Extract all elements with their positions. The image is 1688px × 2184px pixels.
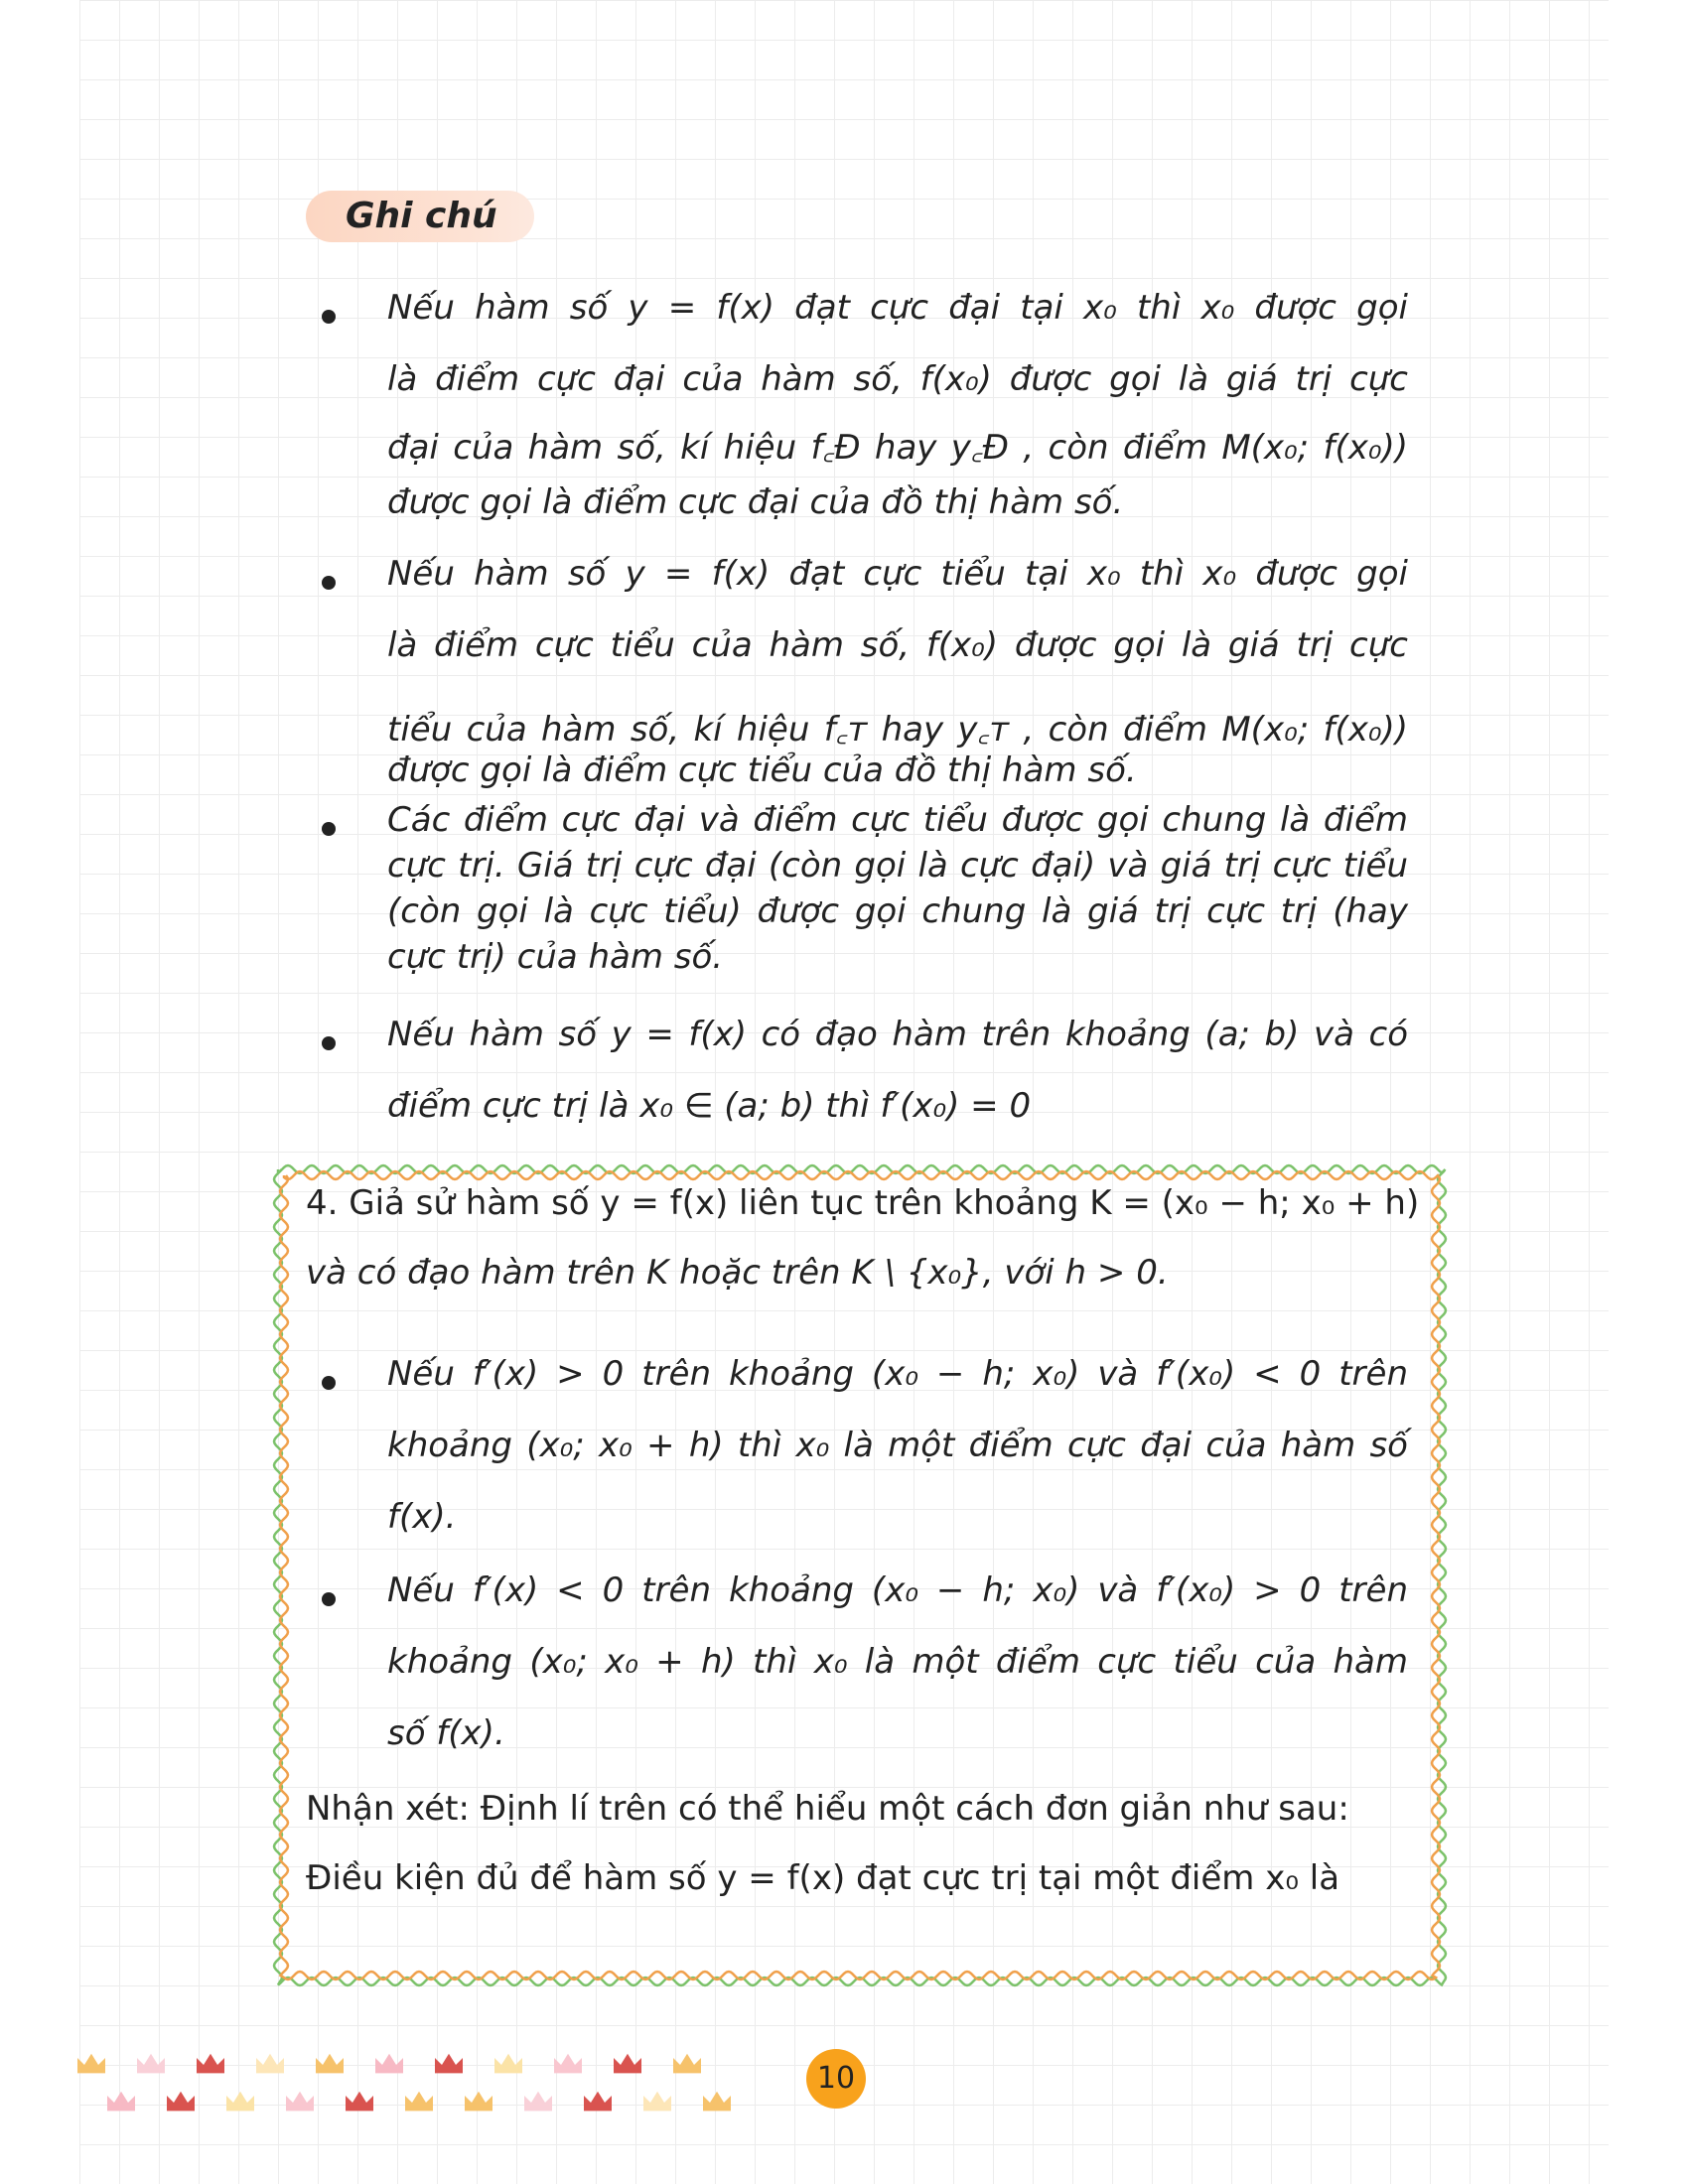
crown-icon <box>346 2092 373 2112</box>
crown-icon <box>375 2054 403 2074</box>
note-line: là điểm cực đại của hàm số, f(x₀) được gọi là giá trị cực <box>387 359 1408 399</box>
crown-icon <box>494 2054 522 2074</box>
theorem-line: khoảng (x₀; x₀ + h) thì x₀ là một điểm cực đại của hàm số <box>387 1426 1408 1465</box>
note-line: cực trị) của hàm số. <box>387 937 724 977</box>
crown-icon <box>554 2054 582 2074</box>
theorem-line: số f(x). <box>387 1713 505 1753</box>
note-line: Các điểm cực đại và điểm cực tiểu được gọi chung là điểm <box>387 800 1408 840</box>
theorem-intro-line: 4. Giả sử hàm số y = f(x) liên tục trên khoảng K = (x₀ − h; x₀ + h) <box>306 1183 1420 1223</box>
note-line: đại của hàm số, kí hiệu f꜀Đ hay y꜀Đ , còn điểm M(x₀; f(x₀)) <box>387 428 1408 468</box>
crown-decoration <box>70 2035 765 2134</box>
theorem-line: Nếu f′(x) > 0 trên khoảng (x₀ − h; x₀) và f′(x₀) < 0 trên <box>387 1354 1408 1394</box>
crown-icon <box>286 2092 314 2112</box>
theorem-line: f(x). <box>387 1497 457 1537</box>
note-line: là điểm cực tiểu của hàm số, f(x₀) được gọi là giá trị cực <box>387 625 1408 665</box>
note-line: (còn gọi là cực tiểu) được gọi chung là giá trị cực trị (hay <box>387 891 1408 931</box>
crown-icon <box>643 2092 671 2112</box>
theorem-line: khoảng (x₀; x₀ + h) thì x₀ là một điểm cực tiểu của hàm <box>387 1642 1408 1682</box>
bullet-icon <box>322 1036 336 1050</box>
crown-icon <box>524 2092 552 2112</box>
note-line: Nếu hàm số y = f(x) đạt cực đại tại x₀ thì x₀ được gọi <box>387 288 1408 328</box>
page-margin-right <box>1609 0 1688 2184</box>
crown-icon <box>405 2092 433 2112</box>
crown-icon <box>703 2092 731 2112</box>
bullet-icon <box>322 1376 336 1390</box>
crown-icon <box>167 2092 195 2112</box>
crown-icon <box>77 2054 105 2074</box>
note-line: tiểu của hàm số, kí hiệu f꜀ᴛ hay y꜀ᴛ , còn điểm M(x₀; f(x₀)) <box>387 710 1408 750</box>
note-line: Nếu hàm số y = f(x) đạt cực tiểu tại x₀ thì x₀ được gọi <box>387 554 1408 594</box>
note-line: được gọi là điểm cực đại của đồ thị hàm số. <box>387 482 1124 522</box>
crown-icon <box>226 2092 254 2112</box>
crown-icon <box>316 2054 344 2074</box>
bullet-icon <box>322 576 336 590</box>
note-line: điểm cực trị là x₀ ∈ (a; b) thì f′(x₀) = 0 <box>387 1086 1032 1126</box>
page-margin-left <box>0 0 79 2184</box>
crown-icon <box>197 2054 224 2074</box>
crown-icon <box>584 2092 612 2112</box>
bullet-icon <box>322 310 336 324</box>
crown-icon <box>107 2092 135 2112</box>
crown-icon <box>465 2092 492 2112</box>
theorem-intro-line: và có đạo hàm trên K hoặc trên K \ {x₀}, với h > 0. <box>306 1253 1169 1293</box>
bullet-icon <box>322 822 336 836</box>
page-number: 10 <box>806 2049 866 2109</box>
crown-icon <box>673 2054 701 2074</box>
crown-icon <box>614 2054 641 2074</box>
theorem-line: Nếu f′(x) < 0 trên khoảng (x₀ − h; x₀) và f′(x₀) > 0 trên <box>387 1570 1408 1610</box>
remark-line: Điều kiện đủ để hàm số y = f(x) đạt cực trị tại một điểm x₀ là <box>306 1858 1340 1898</box>
note-line: cực trị. Giá trị cực đại (còn gọi là cực đại) và giá trị cực tiểu <box>387 846 1408 886</box>
crown-icon <box>137 2054 165 2074</box>
note-line: được gọi là điểm cực tiểu của đồ thị hàm số. <box>387 751 1137 790</box>
note-label: Ghi chú <box>306 191 534 242</box>
crown-icon <box>256 2054 284 2074</box>
remark-line: Nhận xét: Định lí trên có thể hiểu một cách đơn giản như sau: <box>306 1789 1349 1829</box>
crown-icon <box>435 2054 463 2074</box>
note-line: Nếu hàm số y = f(x) có đạo hàm trên khoảng (a; b) và có <box>387 1015 1408 1054</box>
bullet-icon <box>322 1592 336 1606</box>
